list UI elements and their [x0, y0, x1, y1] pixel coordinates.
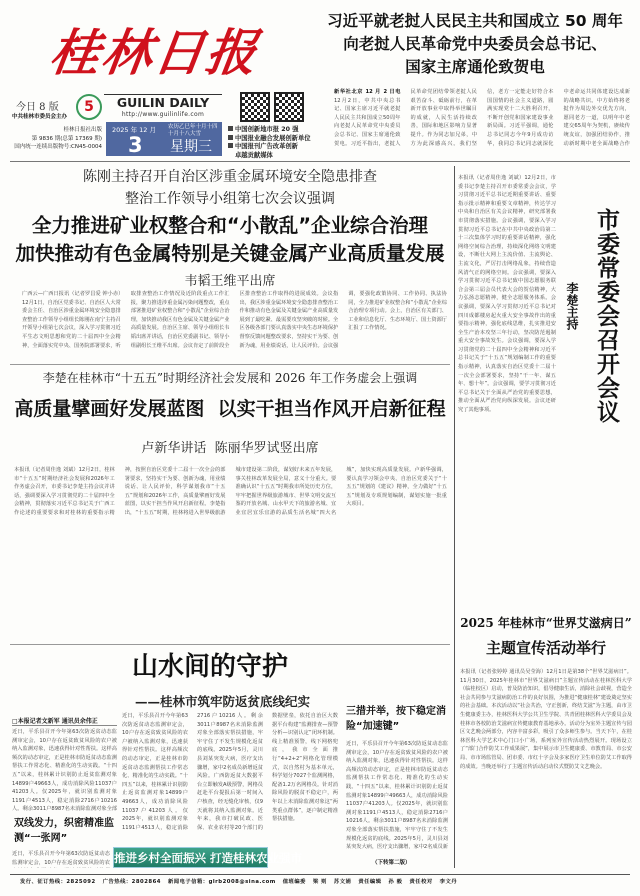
- committee-host: 李楚主持: [565, 282, 579, 330]
- date-year-month: 2025 年 12 月: [112, 126, 157, 134]
- footer: 发行、征订热线：2825092 广告热线：2802864 新闻电子信箱：glrb2008@sina.com 值班编委 梁 则 苏文娟 责任编辑 孙 毅 责任校对 李文丹: [20, 879, 458, 885]
- divider: [10, 364, 450, 365]
- newspaper-logo: 桂林日报: [45, 23, 263, 82]
- feature-body-col1: 近日，平乐县召开今年第63次防返贫动态监测审定会，10户存在返贫致贫风险的农户被纳入监测对象，迅速获得针对性帮扶。这样高频次的动态审定，正是桂林市防返贫动态监测帮扶工作常态化、精准化的生动实践。“十四五”以来，桂林累计识别防止返贫监测对象14899户49663人，成功消除风险11037户41203人。仅2025年，就识别监测对象1191户4513人，稳定消除2716户10216人。剩余3011户8987名未消除监测对象全部: [12, 729, 117, 813]
- honors-list: 中国创新地市报 20 强 中国报业融合发展创新单位 中国报刊广告改革创新 卓越贡献媒体: [228, 126, 311, 160]
- divider: [10, 644, 450, 645]
- english-name: GUILIN DAILY: [116, 95, 210, 110]
- plan-attendees: 卢新华讲话 陈丽华罗试竖出席: [141, 441, 319, 456]
- date-box: [106, 122, 222, 156]
- footer-divider: [10, 874, 630, 875]
- rural-revitalization-banner: 推进乡村全面振兴 打造桂林农业强市: [113, 847, 268, 868]
- anniversary-emblem-icon: 5: [76, 94, 102, 120]
- feature-subhead-1: 双线发力，织密精准监测“一张网”: [14, 818, 114, 844]
- lead-article-body: 新华社北京 12 月 2 日电 12月2日，中共中央总书记、国家主席习近平就老挝人民民主共和国成立50周年向老挝人民革命党中央委员会总书记、国家主席通伦致贺电。习近平指出，老挝人民革命党团结带领老挝人民艰苦奋斗、砥砺前行，在革新开放事业中取得举世瞩目的成就，人民生活持续改善，国际和地区影响力显著提升。作为同志加兄弟，中方为此深感高兴。我们坚信，老方一定能走好符合本国国情的社会主义道路，圆满实现党十二大胜利召开，不断开创党和国家建设事业新局面。习近平强调，通伦总书记同志今年9月成功访华，我同总书记同志就深化中老命运共同体建设达成新的战略共识。中方始终将老挝作为周边外交优先方向，愿同老方一道，以明年中老建交65周年为契机，赓续传统友谊，加强团结协作，推动新时期中老全面战略合作: [334, 89, 630, 147]
- column-divider: [454, 166, 455, 868]
- lead-headline: 习近平就老挝人民民主共和国成立 50 周年 向老挝人民革命党中央委员会总书记、 国家主席通伦致贺电: [327, 12, 623, 76]
- masthead-divider: [10, 161, 630, 162]
- feature-body-col1b: 近日，平乐县召开今年第63次防返贫动态监测审定会，10户存在返贫致贫风险的农: [12, 851, 110, 866]
- plan-kicker: 李楚在桂林市“十五五”时期经济社会发展和 2026 年工作务虚会上强调: [42, 371, 418, 385]
- metal-attendees: 韦韬王维平出席: [184, 274, 276, 289]
- feature-body-col4: 近日，平乐县召开今年第63次防返贫动态监测审定会，10户存在返贫致贫风险的农户被纳入监测对象，迅速获得针对性帮扶。这样高频次的动态审定，正是桂林市防返贫动态监测帮扶工作常态化、精准化的生动实践。“十四五”以来，桂林累计识别防止返贫监测对象14899户49663人，成功消除风险11037户41203人。仅2025年，就识别监测对象1191户4513人，稳定消除2716户10216人。剩余3011户8987名未消除监测对象全部落实帮扶措施，牢牢守住了不发生规模化返贫的底线。2025年5月，灵川县刘某突发大病，医疗支出骤增，家中2名成员新: [346, 741, 448, 851]
- weekday: 星期三: [170, 139, 212, 155]
- feature-byline: □本报记者文新军 通讯员余伟正: [12, 716, 117, 726]
- website-url[interactable]: http://www.guilinlife.com: [121, 111, 205, 118]
- metal-article-body: 广西云—广西日报讯（记者罗昌爱 钟小赤）12月1日，自治区党委书记、自治区人大常委会主任、自治区涉重金属环境安全隐患排查整治工作领导小组组长陈刚在南宁主持召开领导小组第七次会议，深入学习贯彻习近平生态文明思想和党的二十届四中全会精神，全面落实党中央、国务院部署要求，听取排查整治工作情况及近阶段重点工作汇报，聚力推进涉重金属污染问题整改，重点部署推进矿业权整合和“小散乱”企业综合治理，加快推动我区有色金属及关键金属产业高质量发展。自治区主席、领导小组组长韦韬出席并讲话，自治区党委副书记、领导小组副组长王维平出席。会议肯定了前阶段全区排查整治工作取得的进展成效。会议指出，我区涉重金属环境安全隐患排查整治工作和推动有色金属及关键金属产业高质量发展到了最吃紧、最需要攻坚突破的时候。全区各级各部门要认真落实中央生态环境保护督察反馈问题整改要求，坚持实干为要、创新为魂，用业绩说话，让人民评价。会议强调，要强化政策协同、工作协同、执法协同，全力推进矿业权整合和“小散乱”企业综合治理专项行动。会上，自治区有关部门、工业和信息化厅、生态环境厅、国土资源厅汇报了工作情况。: [22, 291, 447, 349]
- plan-article-body: 本报讯（记者周佳逸 刘斌）12月2日，桂林市“十五五”时期经济社会发展和2026年工作务虚会召开，市委书记李楚主持会议并讲话，强调要深入学习贯彻党的二十届四中全会精神，贯彻落实习近平总书记关于广西工作论述的重要要求和对桂林的重要指示精神，按照自治区党委十二届十一次全会的部署要求，坚持实干为要、创新为魂，用业绩说话、让人民评价，科学谋划我市“十五五”规划和2026年工作，高质量擘画好发展蓝图，以实干担当作风开启新征程。李楚指出，“十五五”时期，桂林将进入世界级旅游城市建设第二阶段，谋划好未来五年发展，事关桂林改革发展全局，意义十分重大。要准确认识“十五五”时期我市所处历史方位，牢牢把握世界级旅游城市、世界文明交流互鉴的开放名城、山水甲天下的旅游名城、宜业宜居宜乐宜游的品质生活名城“四大名城”，加快实现高质量发展。卢新华强调，要认真学习领会中央、自治区党委关于“十五五”规划的《建议》精神，全力做好“十五五”规划及专项规划编制，谋划实施一批重大项目。: [14, 467, 447, 516]
- aids-headline: 2025 年桂林市“世界艾滋病日” 主题宣传活动举行: [460, 616, 632, 657]
- feature-body-main: 近日，平乐县召开今年第63次防返贫动态监测审定会，10户存在返贫致贫风险的农户被纳入监测对象，迅速获得针对性帮扶。这样高频次的动态审定，正是桂林市防返贫动态监测帮扶工作常态化、精准化的生动实践。“十四五”以来，桂林累计识别防止返贫监测对象14899户49663人，成功消除风险11037户41203人。仅2025年，就识别监测对象1191户4513人，稳定消除2716户10216人。剩余3011户8987名未消除监测对象全部落实帮扶措施，牢牢守住了不发生规模化返贫的底线。2025年5月，灵川县刘某突发大病，医疗支出骤增，家中2名成员新增返贫风险。广西防返贫大数据平台立即触发A级预警，网格员赶赴平台提报后第一时间入户核查，经无缝化审核，仅9天就将其纳入监测对象。近年来，我市打破民政、医保、农业农村等20个部门的数据壁垒，依托自治区大数据平台构建“监测排查—预警分析—识别认定”闭环机制。线上精准预警，线下网格兜底，我市全面推行“4+2+2”网格化管理模式，以自然村为基本单元，科学划分7027个监测网格，配备1.2万名网格员。针对消除风险的脱贫不稳定户，两年以上未消除监测对象这“两类重点群体”，逐户制定精准帮扶措施。: [122, 713, 338, 831]
- issue-number: 第 9836 期(总第 17369 期): [31, 135, 102, 142]
- feature-subhead-2: 三措并举，按下稳定消险“加速键”: [346, 706, 446, 732]
- publisher: 桂林日报社出版: [63, 127, 102, 133]
- page-count: 今日 8 版: [16, 102, 59, 113]
- feature-headline: 山水间的守护: [131, 652, 288, 682]
- date-day: 3: [128, 133, 143, 157]
- plan-headline: 高质量擘画好发展蓝图 以实干担当作风开启新征程: [14, 398, 446, 420]
- qr-code-icon: [240, 92, 270, 122]
- committee-title: 市委常委会召开会议: [593, 208, 619, 424]
- aids-article-body: 本报讯（记者张婷婷 通讯员吴莹海）12月1日是第38个“世界艾滋病日”。11月30日，2025年桂林市“世界艾滋病日”主题宣传活动在桂林医科大学（临桂校区）启动，普及防治知识，倡导健康生活，消除社会歧视，营造全社会共同参与艾滋病防治工作的良好氛围，为推进“健康桂林”建设奠定坚实的社会基础。本次活动以“社会共治，守正创新，终结艾滋”为主题，由市卫生健康委主办，桂林医科大学公共卫生学院、共青团桂林医科大学委员会及桂林市各校防治艾滋病宣传健康教育基地承办。活动分为室外主题宣传与园区文艺晚会两部分，内容丰富多彩，吸引了众多师生参与。当天下午，在桂林医科大学艺术中心门口小广场，系列室外宣传活动热烈展开。现场设立了“部门合作防艾工作成果展”，集中展示市卫生健康委、市教育局、市公安局、市市场监管局、团市委、市红十字会及多家医疗卫生单位防艾工作取得的成效。当晚还举行了主题宣传活动启动仪式暨防艾文艺晚会。: [460, 669, 632, 770]
- continued-note: （下转第二版）: [372, 860, 411, 866]
- qr-code-icon: [274, 92, 304, 122]
- sponsor: 中共桂林市委员会主办: [12, 114, 68, 120]
- metal-kicker: 陈刚主持召开自治区涉重金属环境安全隐患排查 整治工作领导小组第七次会议强调: [83, 169, 377, 207]
- committee-article-body: 本报讯（记者周佳逸 刘斌）12月2日，市委书记李楚主持召开市委常委会会议，学习贯彻习近平总书记近期重要讲话、重要指示批示精神和重要文章精神，传达学习中央和自治区有关会议精神，研究部署我市贯彻落实措施。会议强调，要深入学习贯彻习近平总书记在中共中央政治局第二十三次集体学习时的重要讲话精神，强化网络空间综合治理，持续深化网络文明建设，不断壮大网上主流价值、主流舆论、主流文化，严厉打击网络乱象，持续营造风清气正的网络空间。会议强调，要深入学习贯彻习近平总书记致中国志愿服务联合会第三届会员代表大会的贺信精神，大力弘扬志愿精神，健全志愿服务体系。会议强调，要深入学习贯彻习近平总书记对四川成都楼房起火重大安全事故作出的重要指示精神，强化底线思维，扎实推进安全生产治本攻坚三年行动，坚决防范遏制重大安全事故发生。会议强调，要深入学习贯彻党的二十届四中全会精神和习近平总书记关于“十五五”规划编制工作的重要指示精神，认真落实自治区党委十二届十一次全会部署要求，坚持“干一年、谋五年、想十年”。会议强调，要学习贯彻习近平总书记关于全面从严治党的重要思想，推动全面从严治党向纵深发展。会议还研究了其他事项。: [458, 175, 556, 414]
- feature-subtitle: ——桂林市筑牢防返贫底线纪实: [134, 694, 310, 709]
- metal-headline: 全力推进矿业权整合和“小散乱”企业综合治理 加快推动有色金属特别是关键金属产业高质量发展: [15, 214, 445, 265]
- cn-number: 国内统一连续出版物号:CN45-0004: [14, 144, 102, 150]
- lunar-date: 农历乙巳年十月十四 十月十八大雪: [168, 124, 218, 137]
